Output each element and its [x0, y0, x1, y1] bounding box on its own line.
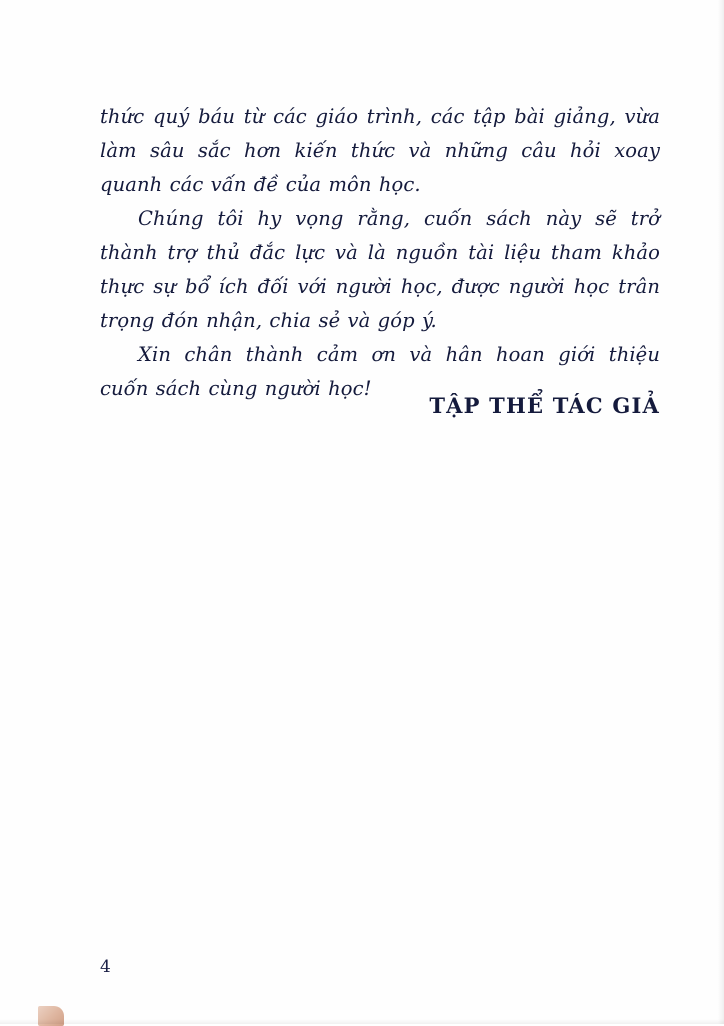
page-edge-shadow-right: [718, 0, 724, 1024]
paragraph-3: Xin chân thành cảm ơn và hân hoan giới thiệu cuốn sách cùng người học!: [100, 343, 660, 400]
page-edge-shadow-bottom: [0, 1019, 724, 1024]
body-text-block: [100, 100, 660, 406]
page-number: 4: [100, 957, 111, 977]
paragraph-2: Chúng tôi hy vọng rằng, cuốn sách này sẽ trở thành trợ thủ đắc lực và là nguồn tài liệu tham khảo thực sự bổ ích đối với người học, được người học trân trọng đón nhận, chia sẻ và góp ý.: [100, 207, 660, 332]
paragraph-1: thức quý báu từ các giáo trình, các tập bài giảng, vừa làm sâu sắc hơn kiến thức và những câu hỏi xoay quanh các vấn đề của môn học.: [100, 105, 660, 196]
author-signature: TẬP THỂ TÁC GIẢ: [429, 393, 660, 418]
